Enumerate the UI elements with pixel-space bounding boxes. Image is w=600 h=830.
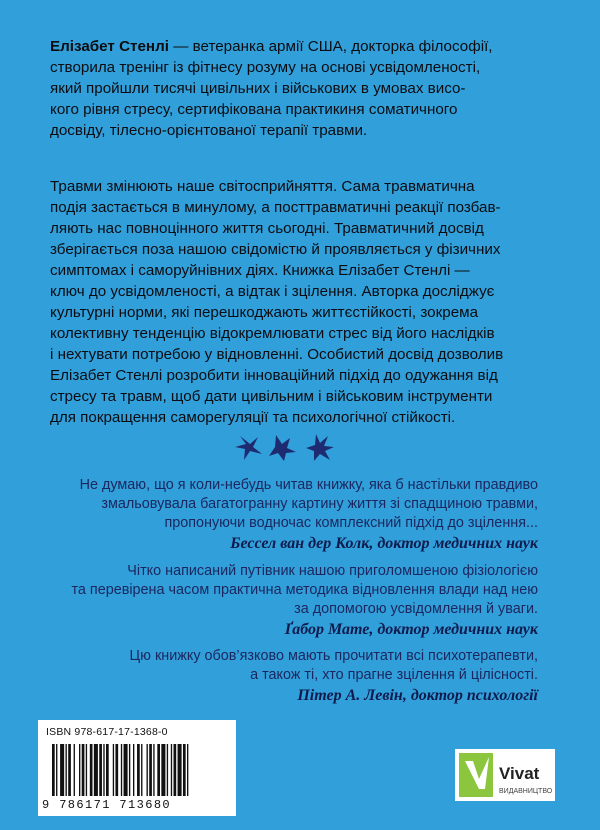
quote-line: Цю книжку обов’язково мають прочитати всі психотерапевти, [129,648,538,664]
barcode-bar [133,744,134,796]
barcode-bar [161,744,165,796]
barcode-bar [90,744,93,796]
barcode-bar [174,744,177,796]
quote-author: Пітер А. Левін, доктор психології [297,687,538,704]
barcode-bar [178,744,182,796]
barcode-bar [129,744,130,796]
summary-line: колективну тенденцію відокремлювати стрес від його наслідків [50,325,495,342]
vivat-logo-icon [455,749,555,801]
summary-line: ляють нас повноцінного життя сьогодні. Травматичний досвід [50,220,484,237]
barcode-bar [60,744,64,796]
author-bio-line: кого рівня стресу, сертифікована практикиня соматичного [50,101,458,118]
summary-line: культурні норми, які перешкоджають життєстійкості, зокрема [50,304,479,321]
author-bio-line: досвіду, тілесно-орієнтованої терапії травми. [50,122,368,139]
barcode-bar [137,744,140,796]
barcode-bar [52,744,55,796]
quote-line: та перевірена часом практична методика відновлення влади над нею [71,582,538,598]
barcode-bar [74,744,75,796]
quote-line: за допомогою усвідомлення й уваги. [294,601,538,617]
summary-line: стресу та травм, щоб дати цивільним і військовим інструменти [50,388,493,405]
summary-line: симптомах і саморуйнівних діях. Книжка Елізабет Стенлі — [50,262,470,279]
barcode-bar [103,744,104,796]
quote-author: Бессел ван дер Колк, доктор медичних наук [230,535,538,552]
quote-author: Ґабор Мате, доктор медичних наук [284,621,538,638]
barcode-bar [153,744,154,796]
svg-text:ВИДАВНИЦТВО: ВИДАВНИЦТВО [499,788,553,795]
barcode-digits: 9 786171 713680 [42,798,172,812]
summary-line: для покращення саморегуляції та психологічної стійкості. [50,409,456,426]
svg-text:Vivat: Vivat [499,764,540,783]
barcode-box [38,720,236,816]
barcode-bar [149,744,152,796]
barcode-bar [171,744,172,796]
barcode-bar [124,744,128,796]
author-bio [50,36,560,141]
barcode-bar [115,744,118,796]
barcode-bar [121,744,122,796]
barcode-bar [56,744,57,796]
barcode-bar [68,744,71,796]
star-ornament-icon [232,432,342,462]
barcode-bar [187,744,188,796]
author-name: Елізабет Стенлі [50,38,169,55]
barcode-bar [79,744,80,796]
barcode-bar [167,744,168,796]
barcode-bar [106,744,109,796]
summary-line: подія застається в минулому, а посттравматичні реакції позбав- [50,199,501,216]
quote-line: Не думаю, що я коли-небудь читав книжку, яка б настільки правдиво [79,477,538,493]
quote-line: а також ті, хто прагне зцілення й цілісності. [250,667,538,683]
author-bio-line: який пройшли тисячі цивільних і військових в умовах висо- [50,80,466,97]
summary-line: зберігається поза нашою свідомістю й проявляється у фізичних [50,241,501,258]
book-summary [50,176,550,428]
quote-line: пропонуючи водночас комплексний підхід до зцілення... [164,515,538,531]
summary-line: Елізабет Стенлі розробити інноваційний підхід до одужання від [50,367,498,384]
review-quote [18,476,538,553]
author-bio-line: створила тренінг із фітнесу розуму на основі усвідомленості, [50,59,481,76]
barcode-bar [157,744,160,796]
quote-line: змальовувала багатогранну картину життя зі спадщиною травми, [101,496,538,512]
barcode-bar [99,744,102,796]
quote-line: Чітко написаний путівник нашою приголомшеною фізіологією [127,563,538,579]
review-quote [18,647,538,705]
review-quote [18,562,538,639]
barcode-bar [82,744,85,796]
barcode-bar [183,744,186,796]
author-bio-line: Елізабет Стенлі — ветеранка армії США, докторка філософії, [50,38,493,55]
barcode-icon [52,744,228,796]
summary-line: ключ до усвідомленості, а відтак і зцілення. Авторка досліджує [50,283,495,300]
isbn-label: ISBN 978-617-17-1368-0 [46,726,168,738]
barcode-bar [113,744,114,796]
summary-line: Травми змінюють наше світосприйняття. Сама травматична [50,178,475,195]
barcode-bar [147,744,148,796]
barcode-bar [86,744,87,796]
summary-line: і нехтувати потребою у відновленні. Особистий досвід дозволив [50,346,504,363]
barcode-bar [141,744,142,796]
barcode-bar [94,744,98,796]
barcode-bar [66,744,67,796]
